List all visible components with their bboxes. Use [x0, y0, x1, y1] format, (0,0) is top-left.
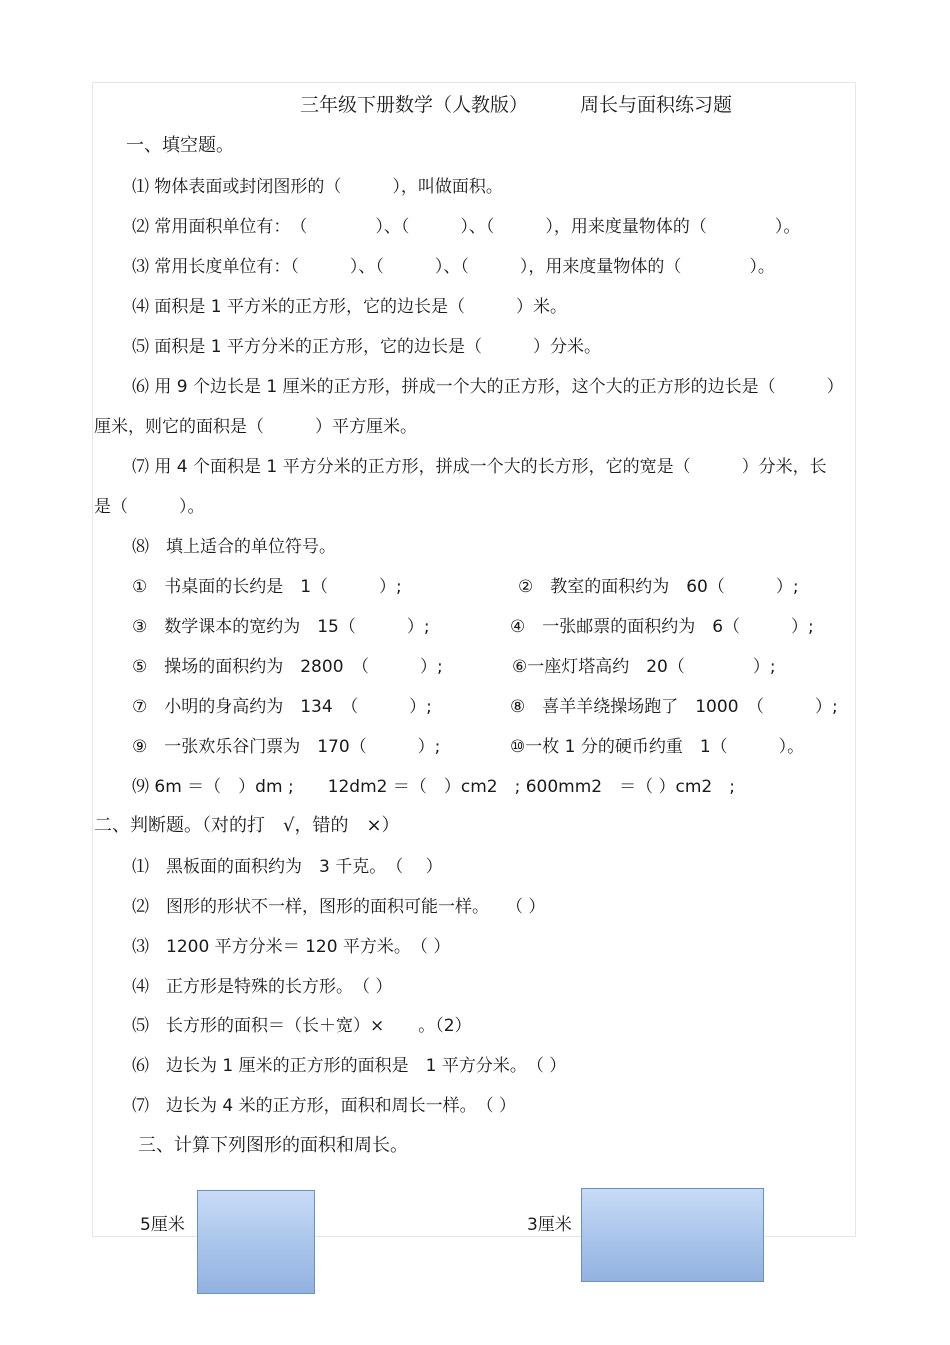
conversion-line: ⑼ 6m ＝（ ）dm ; 12dm2 ＝（ ）cm2 ; 600mm2 ＝（ ）cm2 ;: [132, 777, 735, 797]
judge-item-4: ⑷ 正方形是特殊的长方形。 （ ）: [132, 977, 393, 997]
fill-item-5: ⑸ 面积是 1 平方分米的正方形，它的边长是（ ）分米。: [132, 337, 602, 357]
square-shape: [197, 1190, 315, 1294]
section-2-heading: 二、判断题。（对的打 √，错的 ×）: [94, 815, 400, 836]
fill-item-2: ⑵ 常用面积单位有： （ ）、（ ）、（ ），用来度量物体的（ ）。: [132, 217, 801, 237]
section-1-heading: 一、填空题。: [126, 135, 234, 156]
fill-item-7: ⑺ 用 4 个面积是 1 平方分米的正方形，拼成一个大的长方形，它的宽是（ ）分米，长: [132, 457, 827, 477]
unit-item-9: ⑨ 一张欢乐谷门票为 170（ ）;: [132, 737, 441, 757]
square-side-label: 5厘米: [140, 1215, 185, 1235]
unit-item-3: ③ 数学课本的宽约为 15（ ）;: [132, 617, 430, 637]
judge-item-3: ⑶ 1200 平方分米＝ 120 平方米。 （ ）: [132, 937, 451, 957]
unit-item-8: ⑧ 喜羊羊绕操场跑了 1000 （ ）;: [510, 697, 838, 717]
fill-item-6-cont: 厘米，则它的面积是（ ）平方厘米。: [94, 417, 417, 437]
judge-item-7: ⑺ 边长为 4 米的正方形，面积和周长一样。 （ ）: [132, 1096, 517, 1116]
unit-item-10: ⑩一枚 1 分的硬币约重 1（ ）。: [510, 737, 805, 757]
unit-item-7: ⑦ 小明的身高约为 134 （ ）;: [132, 697, 432, 717]
page-title: 三年级下册数学（人教版）: [300, 94, 529, 116]
fill-item-7-cont: 是（ ）。: [94, 497, 205, 517]
judge-item-1: ⑴ 黑板面的面积约为 3 千克。 （ ）: [132, 857, 443, 877]
unit-item-2: ② 教室的面积约为 60（ ）;: [518, 577, 799, 597]
fill-item-8: ⑻ 填上适合的单位符号。: [132, 537, 336, 557]
judge-item-5: ⑸ 长方形的面积＝（长＋宽）× 。（2）: [132, 1016, 472, 1036]
rectangle-width-label: 3厘米: [527, 1215, 572, 1235]
judge-item-2: ⑵ 图形的形状不一样，图形的面积可能一样。 （ ）: [132, 897, 546, 917]
unit-item-4: ④ 一张邮票的面积约为 6（ ）;: [510, 617, 814, 637]
rectangle-shape: [581, 1188, 764, 1282]
fill-item-3: ⑶ 常用长度单位有：（ ）、（ ）、（ ），用来度量物体的（ ）。: [132, 257, 775, 277]
unit-item-1: ① 书桌面的长约是 1（ ）;: [132, 577, 402, 597]
fill-item-6: ⑹ 用 9 个边长是 1 厘米的正方形，拼成一个大的正方形，这个大的正方形的边长是（ ）: [132, 377, 844, 397]
page-subtitle: 周长与面积练习题: [580, 94, 733, 116]
fill-item-4: ⑷ 面积是 1 平方米的正方形，它的边长是（ ）米。: [132, 297, 568, 317]
unit-item-5: ⑤ 操场的面积约为 2800 （ ）;: [132, 657, 443, 677]
fill-item-1: ⑴ 物体表面或封闭图形的（ ），叫做面积。: [132, 177, 503, 197]
unit-item-6: ⑥一座灯塔高约 20（ ）;: [512, 657, 776, 677]
section-3-heading: 三、计算下列图形的面积和周长。: [138, 1135, 408, 1156]
judge-item-6: ⑹ 边长为 1 厘米的正方形的面积是 1 平方分米。 （ ）: [132, 1056, 567, 1076]
